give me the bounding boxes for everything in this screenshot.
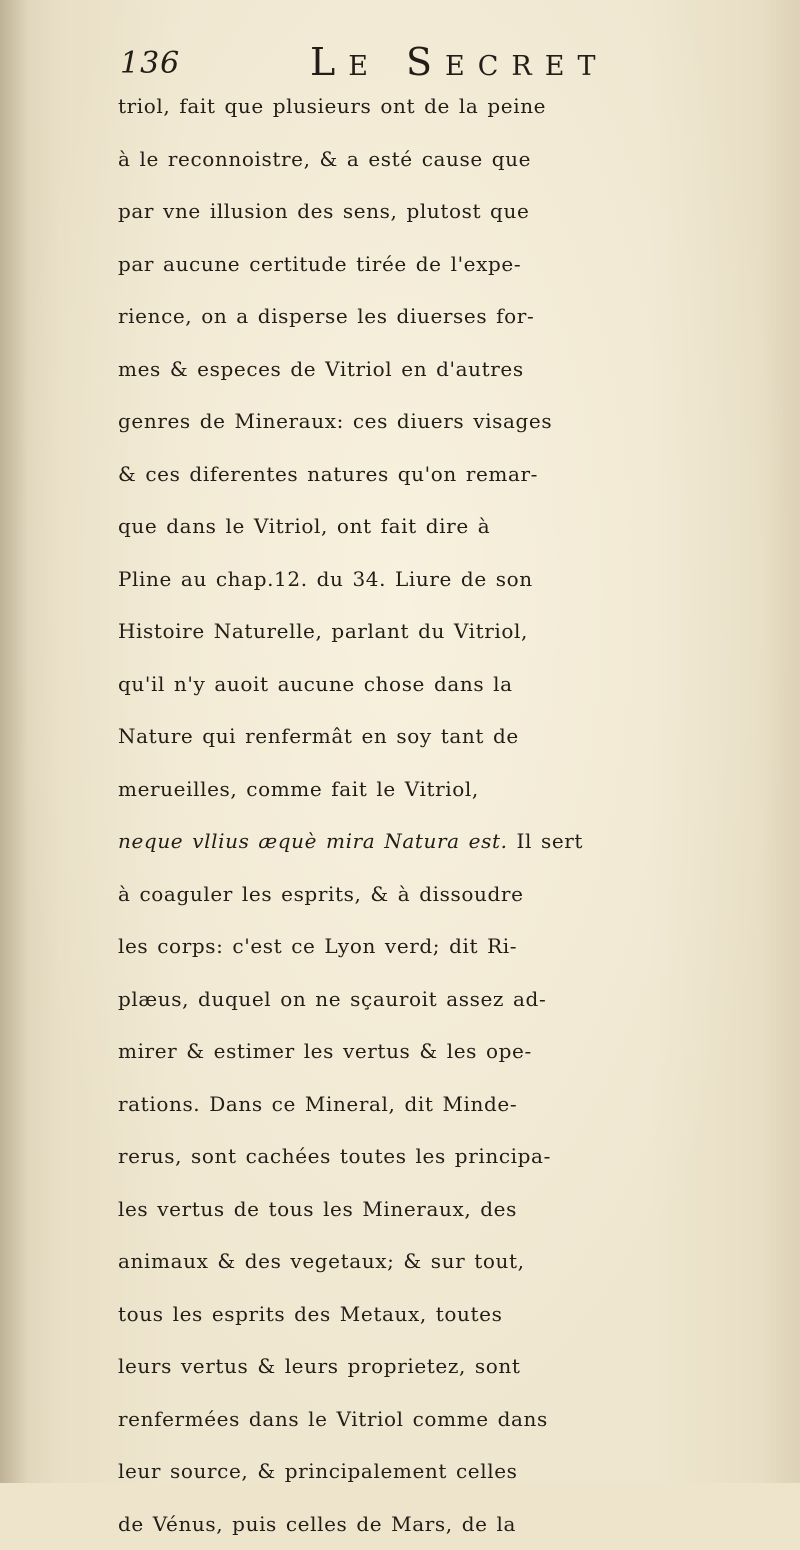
text-line: rations. Dans ce Mineral, dit Minde-: [118, 1078, 800, 1131]
text-line: Pline au chap.12. du 34. Liure de son: [118, 553, 800, 606]
gutter-shadow: [0, 0, 28, 1483]
text-line: merueilles, comme fait le Vitriol,: [118, 763, 800, 816]
text-line: Nature qui renfermât en soy tant de: [118, 710, 800, 763]
text-line: par aucune certitude tirée de l'expe-: [118, 238, 800, 291]
text-line: tous les esprits des Metaux, toutes: [118, 1288, 800, 1341]
text-line-continuation: Il sert: [508, 829, 584, 853]
text-line: par vne illusion des sens, plutost que: [118, 185, 800, 238]
text-line: mirer & estimer les vertus & les ope-: [118, 1025, 800, 1078]
page-number: 136: [120, 46, 180, 81]
text-line: animaux & des vegetaux; & sur tout,: [118, 1235, 800, 1288]
running-title: Le Secret: [310, 40, 608, 84]
text-line: à coaguler les esprits, & à dissoudre: [118, 868, 800, 921]
text-line: renfermées dans le Vitriol comme dans: [118, 1393, 800, 1446]
text-line: les vertus de tous les Mineraux, des: [118, 1183, 800, 1236]
text-line: plæus, duquel on ne sçauroit assez ad-: [118, 973, 800, 1026]
text-line: Histoire Naturelle, parlant du Vitriol,: [118, 605, 800, 658]
text-line: triol, fait que plusieurs ont de la peine: [118, 80, 800, 133]
text-line: leur source, & principalement celles: [118, 1445, 800, 1498]
text-line: mes & especes de Vitriol en d'autres: [118, 343, 800, 396]
text-line: à le reconnoistre, & a esté cause que: [118, 133, 800, 186]
body-text: [118, 80, 800, 1550]
text-line: de Vénus, puis celles de Mars, de la: [118, 1498, 800, 1550]
text-line: les corps: c'est ce Lyon verd; dit Ri-: [118, 920, 800, 973]
text-line: que dans le Vitriol, ont fait dire à: [118, 500, 800, 553]
text-line-latin-quote: [118, 815, 800, 868]
text-line: & ces diferentes natures qu'on remar-: [118, 448, 800, 501]
latin-quotation: neque vllius æquè mira Natura est.: [118, 829, 508, 853]
text-line: rience, on a disperse les diuerses for-: [118, 290, 800, 343]
text-line: leurs vertus & leurs proprietez, sont: [118, 1340, 800, 1393]
text-line: qu'il n'y auoit aucune chose dans la: [118, 658, 800, 711]
text-line: genres de Mineraux: ces diuers visages: [118, 395, 800, 448]
text-line: rerus, sont cachées toutes les principa-: [118, 1130, 800, 1183]
